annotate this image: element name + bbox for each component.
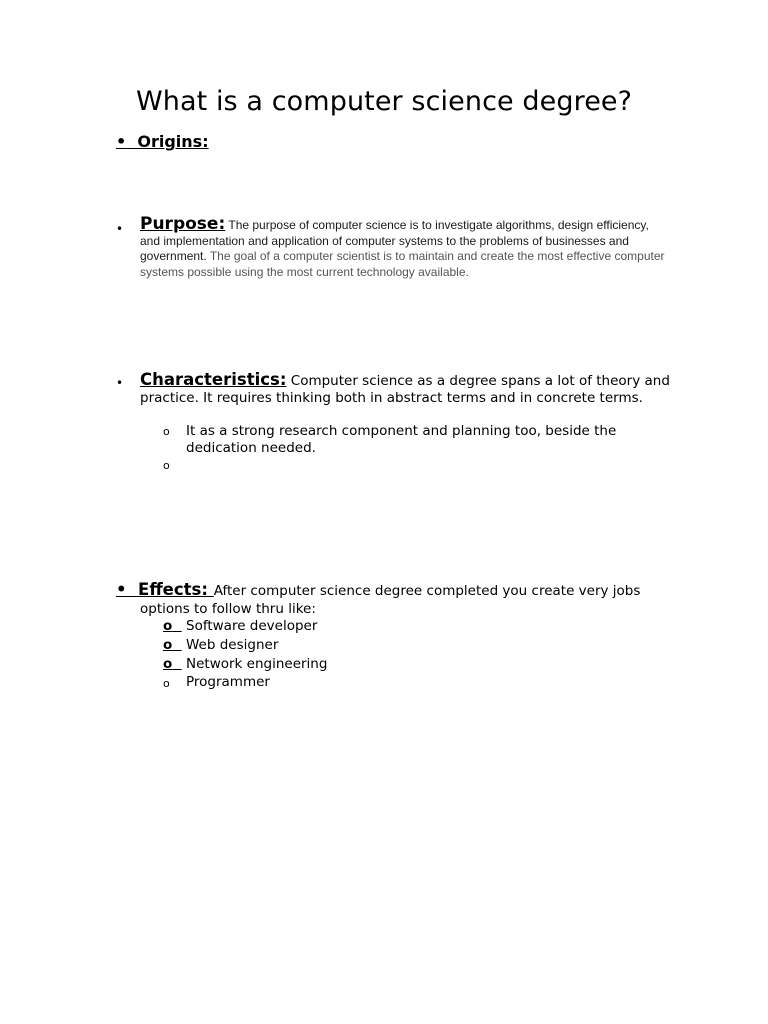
origins-heading	[116, 132, 209, 151]
sub-bullet-1: o	[163, 425, 170, 438]
characteristics-text: Computer science as a degree spans a lot of theory and practice. It requires thinking both in abstract terms and in concrete terms.	[140, 373, 670, 406]
purpose-label: Purpose:	[140, 214, 226, 234]
job-item: Programmer	[186, 674, 270, 690]
job-bullet-2: o	[163, 637, 173, 653]
job-bullet-4: o	[163, 677, 170, 690]
purpose-text: The purpose of computer science is to investigate algorithms, design efficiency, and implementation and application of computer systems to the problems of businesses and government.	[140, 218, 649, 263]
origins-label: Origins:	[137, 132, 209, 151]
effects-bullet: •	[116, 580, 127, 599]
purpose-bullet: •	[116, 222, 124, 236]
effects-label: Effects:	[138, 580, 208, 599]
effects-paragraph	[116, 581, 686, 600]
origins-bullet: •	[116, 132, 127, 151]
job-bullet-3: o	[163, 656, 173, 672]
effects-label-line	[116, 580, 214, 599]
sub-bullet-2: o	[163, 459, 170, 472]
characteristics-label: Characteristics:	[140, 370, 287, 389]
purpose-goal-text: The goal of a computer scientist is to maintain and create the most effective computer systems possible using the most current technology available.	[140, 249, 665, 279]
characteristics-bullet: •	[116, 376, 124, 390]
job-item: Network engineering	[186, 656, 328, 672]
job-item: Web designer	[186, 637, 279, 653]
effects-text-line2: options to follow thru like:	[140, 601, 316, 617]
purpose-paragraph	[140, 214, 670, 280]
job-bullet-1: o	[163, 618, 173, 634]
characteristics-sub-item: It as a strong research component and planning too, beside the dedication needed.	[186, 423, 617, 456]
characteristics-paragraph	[140, 371, 680, 407]
job-item: Software developer	[186, 618, 318, 634]
page-title: What is a computer science degree?	[135, 86, 633, 117]
effects-text-line1: After computer science degree completed you create very jobs	[213, 583, 641, 599]
